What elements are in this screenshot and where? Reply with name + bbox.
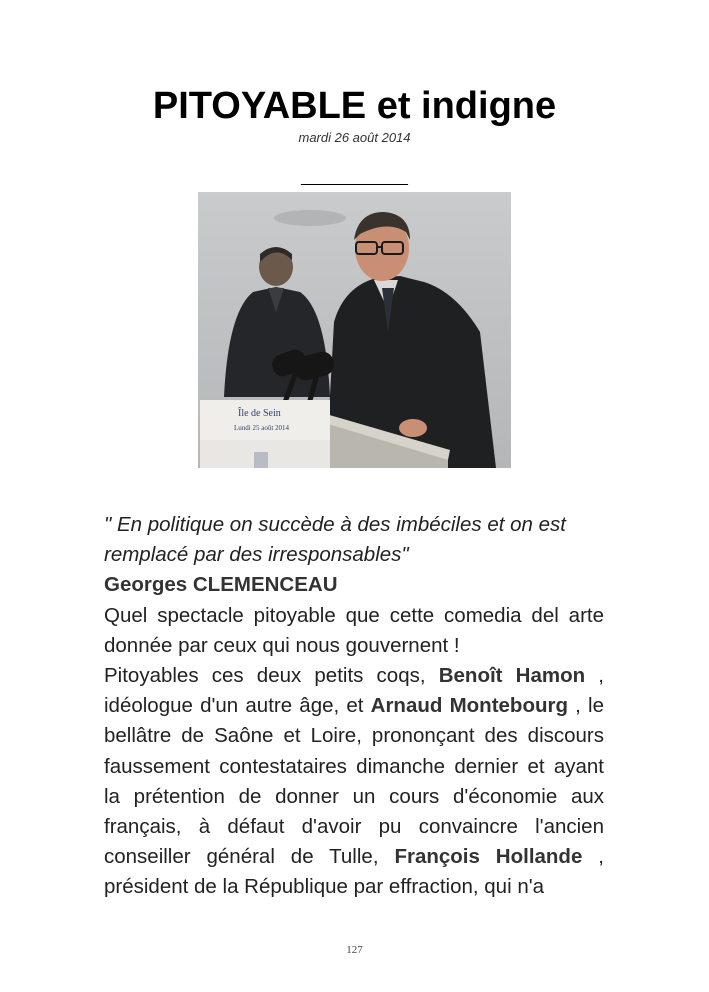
post-date: mardi 26 août 2014 xyxy=(298,130,411,145)
article-body xyxy=(104,510,604,903)
name-arnaud-montebourg: Arnaud Montebourg xyxy=(370,694,568,718)
name-benoit-hamon: Benoît Hamon xyxy=(438,664,586,688)
quote-author: Georges CLEMENCEAU xyxy=(104,573,338,597)
paragraph-2-text-4: , président de la République par effraction, qui n'a xyxy=(104,845,604,899)
paragraph-2-text-1: Pitoyables ces deux petits coqs, xyxy=(104,664,439,688)
article-photo xyxy=(198,192,511,468)
name-francois-hollande: François Hollande xyxy=(394,845,583,869)
podium-label-date: Lundi 25 août 2014 xyxy=(234,424,290,432)
paragraph-1: Quel spectacle pitoyable que cette comedia del arte donnée par ceux qui nous gouvernent ! xyxy=(104,603,604,657)
paragraph-2-text-3: , le bellâtre de Saône et Loire, prononçant des discours faussement contestataires dimanche dernier et ayant la prétention de donner un cours d'économie aux français, à défaut d'avoir pu convaincre l'ancien conseiller général de Tulle, xyxy=(104,694,604,869)
page-number: 127 xyxy=(346,944,363,956)
quote-text: " En politique on succède à des imbéciles et on est remplacé par des irresponsables" xyxy=(104,513,566,567)
page-title: PITOYABLE et indigne xyxy=(152,85,557,127)
podium-label-place: Île de Sein xyxy=(238,408,281,419)
paragraph-2-text-2: , idéologue d'un autre âge, et xyxy=(104,664,604,718)
paragraph-2 xyxy=(104,661,604,903)
separator-line: ____________ xyxy=(301,169,408,186)
